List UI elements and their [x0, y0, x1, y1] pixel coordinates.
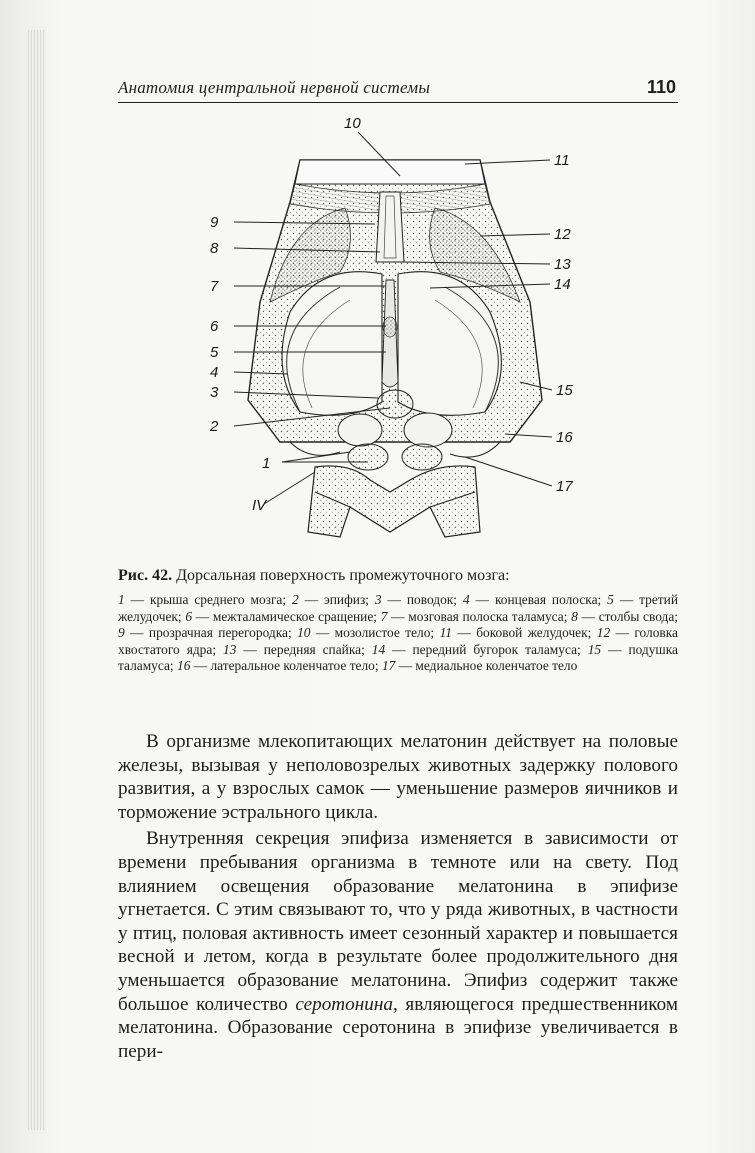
fig-label-9: 9 [210, 214, 219, 231]
anatomy-figure [190, 112, 610, 550]
emphasis-term: серотонина [295, 993, 393, 1015]
colliculus-ll [348, 444, 388, 470]
legend-number: 11 [439, 625, 452, 641]
fig-label-1: 1 [262, 455, 271, 472]
fig-label-12: 12 [554, 226, 571, 243]
legend-text: — латеральное коленчатое тело; [190, 658, 382, 674]
legend-item [375, 592, 463, 607]
legend-text: — концевая полоска; [469, 592, 608, 607]
caption-heading: Дорсальная поверхность промежуточного мозга: [176, 567, 510, 584]
fig-label-17: 17 [556, 478, 573, 495]
legend-text: — столбы свода; [577, 608, 678, 624]
fig-label-3: 3 [210, 384, 219, 401]
header-title: Анатомия центральной нервной системы [118, 78, 431, 97]
fig-label-16: 16 [556, 429, 573, 446]
legend-text: — мозговая полоска таламуса; [387, 608, 572, 624]
page-spine-shadow [28, 30, 46, 1130]
legend-number: 5 [607, 592, 614, 607]
legend-text: — подушка таламуса; [118, 641, 678, 674]
legend-text: — эпифиз; [298, 592, 375, 607]
legend-number: 10 [297, 625, 311, 641]
legend-text: — третий желудочек; [118, 592, 678, 624]
colliculus-ur [404, 413, 452, 447]
legend-number: 2 [292, 592, 299, 607]
legend-item [571, 609, 678, 624]
legend-number: 3 [374, 592, 382, 607]
brainstem [308, 466, 480, 537]
legend-item [463, 592, 607, 607]
figure-caption [118, 566, 678, 675]
legend-item [297, 625, 440, 640]
legend-text: — межталамическое сращение; [192, 608, 381, 624]
page-number: 110 [646, 77, 676, 97]
fig-label-14: 14 [554, 276, 571, 293]
legend-text: — боковой желудочек; [451, 625, 597, 641]
legend-item [381, 609, 571, 624]
legend-number: 4 [462, 592, 470, 607]
legend-text: — головка хвостатого ядра; [118, 625, 678, 657]
body-text [118, 730, 678, 1063]
legend-item [177, 658, 382, 673]
fig-label-2: 2 [210, 418, 219, 435]
legend-item [372, 642, 588, 657]
legend-item [292, 592, 375, 607]
legend-item [118, 592, 292, 607]
colliculus-ul [338, 414, 382, 446]
paragraph [118, 827, 678, 1063]
legend-text: — передняя спайка; [236, 641, 372, 657]
legend-item [185, 609, 380, 624]
legend-text: — поводок; [381, 592, 463, 607]
diencephalon-illustration [190, 112, 610, 550]
figure-legend [118, 592, 678, 675]
legend-number: 9 [118, 625, 125, 641]
fig-label-15: 15 [556, 382, 573, 399]
fig-label-iv: IV [252, 497, 267, 514]
fig-label-7: 7 [210, 278, 219, 295]
legend-number: 1 [118, 592, 125, 607]
figure-ref: Рис. 42. [118, 567, 173, 584]
legend-text: — крыша среднего мозга; [124, 592, 293, 607]
running-header [118, 76, 678, 103]
legend-number: 17 [381, 658, 396, 674]
corpus-callosum [295, 160, 485, 184]
paragraph: В организме млекопитающих мелатонин действует на половые железы, вызывая у неполовозрелых животных задержку полового развития, а у взрослых самок — уменьшение размеров яичников и торможение эстрального цикла. [118, 731, 678, 823]
legend-text: — передний бугорок таламуса; [385, 641, 588, 657]
paragraph-text: , являющегося предшественником мелатонина. Образование серотонина в эпифизе увеличивается в пери- [118, 993, 678, 1062]
legend-number: 7 [380, 608, 388, 624]
fig-label-11: 11 [554, 152, 570, 169]
legend-number: 6 [185, 608, 193, 624]
legend-item [118, 625, 297, 640]
pineal-gland [377, 390, 413, 418]
septum-pellucidum [376, 192, 404, 262]
fig-label-10: 10 [344, 115, 361, 132]
legend-item [382, 658, 577, 673]
caption-title [118, 566, 678, 586]
fig-label-6: 6 [210, 318, 219, 335]
legend-number: 12 [596, 625, 611, 641]
legend-text: — прозрачная перегородка; [124, 625, 298, 641]
fig-label-4: 4 [210, 364, 219, 381]
legend-number: 8 [571, 608, 578, 624]
fig-label-5: 5 [210, 344, 219, 361]
fig-label-8: 8 [210, 240, 219, 257]
legend-number: 13 [223, 641, 237, 657]
fig-label-13: 13 [554, 256, 571, 273]
legend-number: 14 [371, 641, 386, 657]
colliculus-lr [402, 444, 442, 470]
legend-text: — мозолистое тело; [310, 625, 440, 641]
paragraph-text: Внутренняя секреция эпифиза изменяется в зависимости от времени пребывания организма в темноте или на свету. Под влиянием освещения образование мелатонина в эпифизе угнетается. С этим связывают то, что у ряда животных, в частности у птиц, половая активность имеет сезонный характер и повышается весной и летом, когда в результате более продолжительного дня уменьшается образование мелатонина. Эпифиз содержит также большое количество [118, 828, 678, 1015]
legend-number: 16 [177, 658, 191, 674]
legend-text: — медиальное коленчатое тело [395, 658, 578, 674]
legend-item [440, 625, 597, 640]
legend-item [223, 642, 372, 657]
legend-number: 15 [587, 641, 602, 657]
